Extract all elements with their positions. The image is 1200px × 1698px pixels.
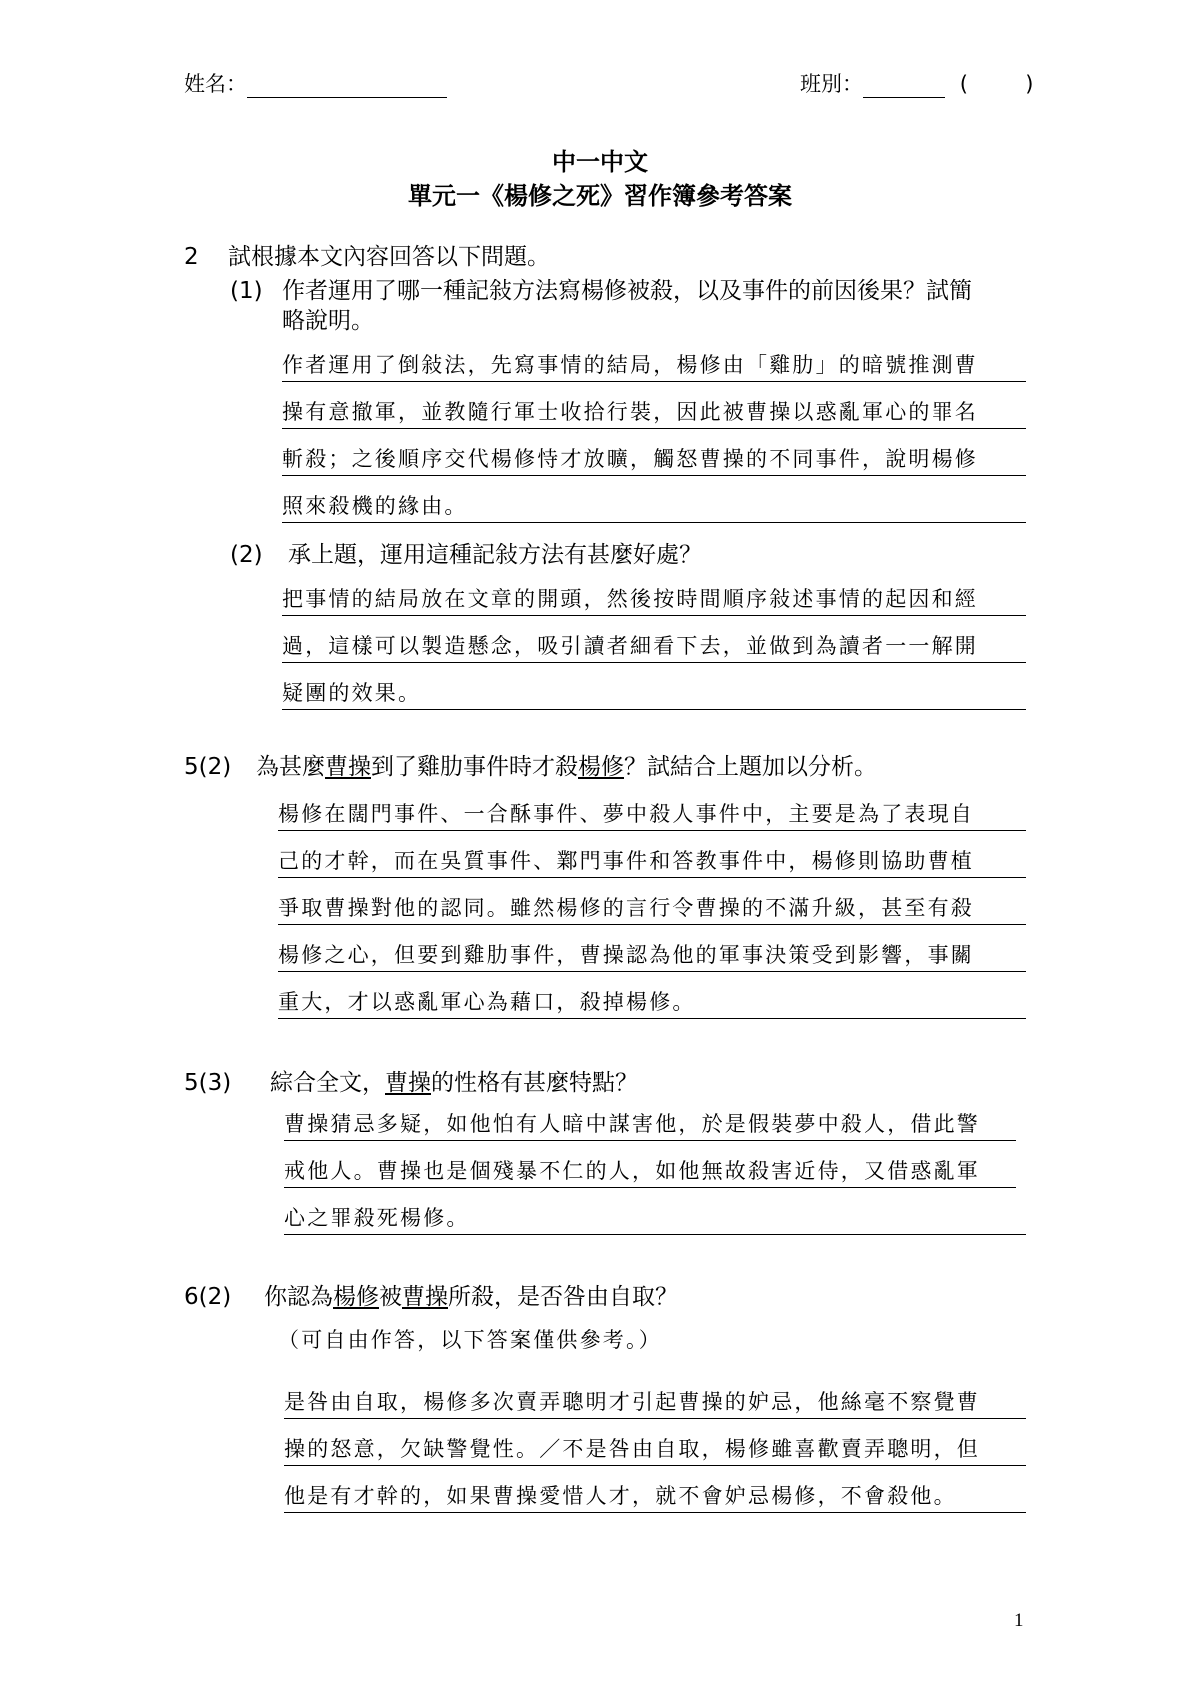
- answer-line: 爭取曹操對他的認同。雖然楊修的言行令曹操的不滿升級，甚至有殺: [278, 896, 974, 920]
- answer-rule: [282, 428, 1026, 429]
- answer-rule: [282, 709, 1026, 710]
- answer-rule: [284, 1187, 1016, 1188]
- q5-2-number: 5(2): [184, 754, 232, 780]
- answer-rule: [278, 877, 1026, 878]
- q6-2-prompt: [264, 1282, 678, 1312]
- q5-2-prompt-part-c: ？試結合上題加以分析。: [624, 754, 877, 780]
- title-unit: 單元一《楊修之死》習作簿參考答案: [408, 182, 792, 210]
- q2-2-prompt: 承上題，運用這種記敍方法有甚麼好處？: [288, 542, 702, 568]
- q6-2-note: （可自由作答，以下答案僅供參考。）: [278, 1328, 662, 1352]
- q6-2-prompt-part-b: 被: [379, 1284, 402, 1310]
- answer-rule: [278, 971, 1026, 972]
- q2-1-label: (1): [230, 278, 263, 304]
- name-label: 姓名：: [184, 72, 247, 96]
- answer-line: 是咎由自取，楊修多次賣弄聰明才引起曹操的妒忌，他絲毫不察覺曹: [284, 1390, 980, 1414]
- q2-1-prompt-line1: 作者運用了哪一種記敍方法寫楊修被殺，以及事件的前因後果？試簡: [282, 278, 972, 304]
- proper-name-cao-cao: 曹操: [402, 1284, 448, 1310]
- proper-name-cao-cao: 曹操: [325, 754, 371, 780]
- answer-rule: [284, 1512, 1026, 1513]
- answer-line: 作者運用了倒敍法，先寫事情的結局，楊修由「雞肋」的暗號推測曹: [282, 353, 978, 377]
- q6-2-prompt-part-c: 所殺，是否咎由自取？: [448, 1284, 678, 1310]
- answer-line: 疑團的效果。: [282, 681, 422, 705]
- q2-2-label: (2): [230, 542, 263, 568]
- q6-2-number: 6(2): [184, 1284, 232, 1310]
- answer-rule: [284, 1465, 1026, 1466]
- answer-line: 心之罪殺死楊修。: [284, 1206, 470, 1230]
- answer-line: 楊修之心，但要到雞肋事件，曹操認為他的軍事決策受到影響，事關: [278, 943, 974, 967]
- name-field: [184, 70, 447, 98]
- q5-3-prompt-part-a: 綜合全文，: [270, 1070, 385, 1096]
- answer-line: 過，這樣可以製造懸念，吸引讀者細看下去，並做到為讀者一一解開: [282, 634, 978, 658]
- q5-2-prompt-part-a: 為甚麼: [256, 754, 325, 780]
- answer-rule: [282, 475, 1026, 476]
- q5-3-number: 5(3): [184, 1070, 232, 1096]
- answer-rule: [284, 1418, 1026, 1419]
- answer-line: 操的怒意，欠缺警覺性。／不是咎由自取，楊修雖喜歡賣弄聰明，但: [284, 1437, 980, 1461]
- q2-number: 2: [184, 244, 199, 270]
- q5-3-prompt-part-b: 的性格有甚麼特點？: [431, 1070, 638, 1096]
- name-blank[interactable]: [247, 75, 447, 98]
- answer-rule: [278, 830, 1026, 831]
- class-label: 班別：: [800, 72, 863, 96]
- answer-rule: [282, 615, 1026, 616]
- answer-rule: [282, 522, 1026, 523]
- answer-line: 照來殺機的緣由。: [282, 494, 468, 518]
- proper-name-yang-xiu: 楊修: [333, 1284, 379, 1310]
- title-course: 中一中文: [552, 148, 648, 176]
- class-blank[interactable]: [863, 75, 945, 98]
- answer-line: 他是有才幹的，如果曹操愛惜人才，就不會妒忌楊修，不會殺他。: [284, 1484, 957, 1508]
- q5-3-prompt: [270, 1068, 638, 1098]
- answer-rule: [278, 1018, 1026, 1019]
- q2-1-prompt-line2: 略說明。: [282, 308, 374, 334]
- answer-line: 戒他人。曹操也是個殘暴不仁的人，如他無故殺害近侍，又借惑亂軍: [284, 1159, 980, 1183]
- proper-name-cao-cao: 曹操: [385, 1070, 431, 1096]
- answer-rule: [284, 1140, 1016, 1141]
- seat-open-paren: (: [959, 72, 968, 96]
- q5-2-prompt: [256, 752, 877, 782]
- answer-line: 楊修在闊門事件、一合酥事件、夢中殺人事件中，主要是為了表現自: [278, 802, 974, 826]
- answer-line: 重大，才以惑亂軍心為藉口，殺掉楊修。: [278, 990, 696, 1014]
- q2-prompt: 試根據本文內容回答以下問題。: [228, 244, 550, 270]
- class-field: [800, 70, 1033, 98]
- answer-line: 己的才幹，而在吳質事件、鄴門事件和答教事件中，楊修則協助曹植: [278, 849, 974, 873]
- answer-line: 把事情的結局放在文章的開頭，然後按時間順序敍述事情的起因和經: [282, 587, 978, 611]
- answer-line: 曹操猜忌多疑，如他怕有人暗中謀害他，於是假裝夢中殺人，借此警: [284, 1112, 980, 1136]
- answer-line: 操有意撤軍，並教隨行軍士收拾行裝，因此被曹操以惑亂軍心的罪名: [282, 400, 978, 424]
- answer-rule: [284, 1234, 1026, 1235]
- answer-rule: [282, 662, 1026, 663]
- q6-2-prompt-part-a: 你認為: [264, 1284, 333, 1310]
- q5-2-prompt-part-b: 到了雞肋事件時才殺: [371, 754, 578, 780]
- page-number: 1: [1014, 1610, 1024, 1631]
- seat-close-paren: ): [1025, 72, 1034, 96]
- proper-name-yang-xiu: 楊修: [578, 754, 624, 780]
- answer-rule: [278, 924, 1026, 925]
- answer-rule: [282, 381, 1026, 382]
- answer-line: 斬殺；之後順序交代楊修恃才放曠，觸怒曹操的不同事件，說明楊修: [282, 447, 978, 471]
